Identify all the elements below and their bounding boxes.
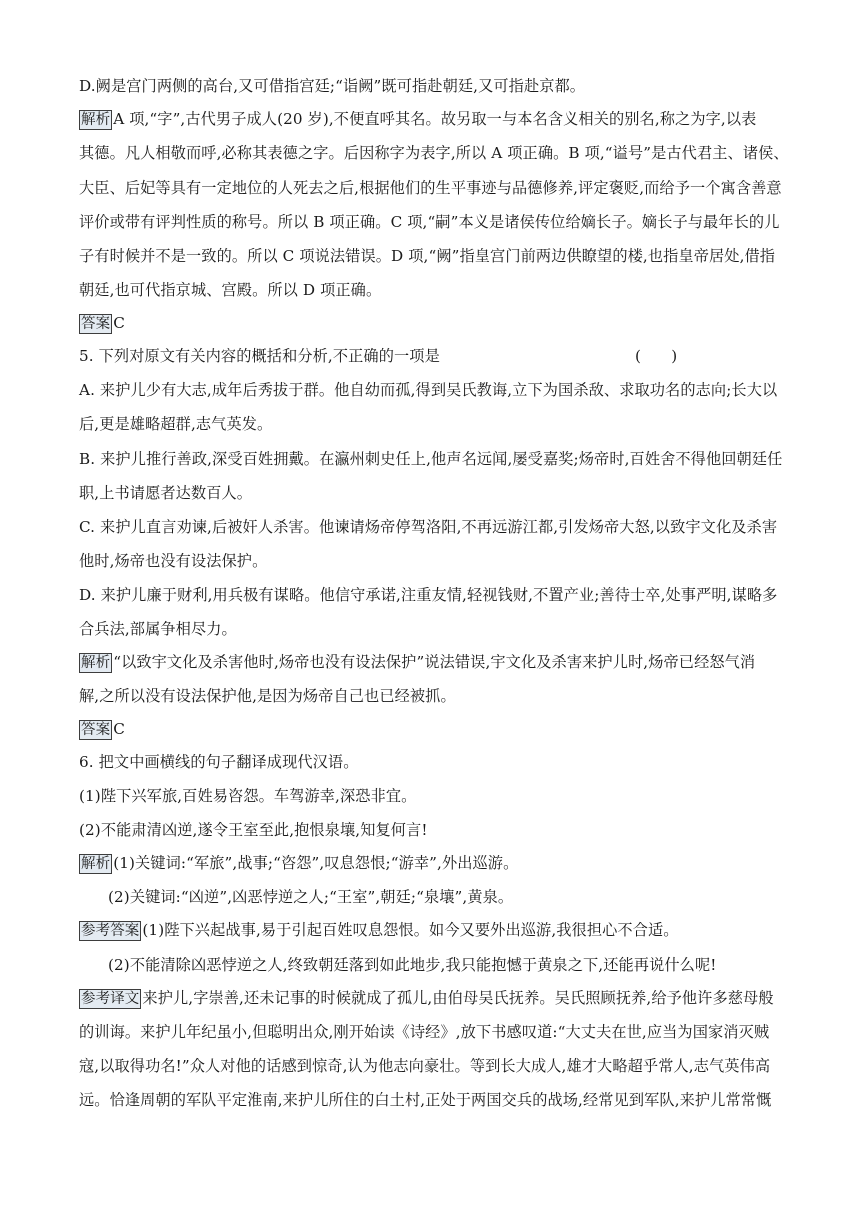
- q5-option-line: 合兵法,部属争相尽力。: [79, 620, 237, 638]
- q6-sentence-1: (1)陛下兴军旅,百姓易咨怨。车驾游幸,深恐非宜。: [79, 787, 417, 805]
- q4-analysis-line: 评价或带有评判性质的称号。所以 B 项正确。C 项,“嗣”本义是诸侯传位给嫡长子。嫡长子与最年长的儿: [79, 213, 780, 231]
- q4-analysis-line: 子有时候并不是一致的。所以 C 项说法错误。D 项,“阙”指皇宫门前两边供瞭望的楼,也指皇帝居处,借指: [79, 247, 776, 265]
- daan-tag: 答案: [81, 316, 111, 332]
- q5-analysis-line: 解析 “以致宇文化及杀害他时,炀帝也没有设法保护”说法错误,宇文化及杀害来护儿时,炀帝已经怒气消: [81, 653, 756, 671]
- q5-option-line: A. 来护儿少有大志,成年后秀拔于群。他自幼而孤,得到吴氏教诲,立下为国杀敌、求取功名的志向;长大以: [79, 381, 778, 399]
- q6-reference-answer-1: 参考答案 (1)陛下兴起战事,易于引起百姓叹息怨恨。如今又要外出巡游,我很担心不合适。: [81, 921, 679, 939]
- q5-analysis-line: 解,之所以没有设法保护他,是因为炀帝自己也已经被抓。: [79, 687, 456, 705]
- q5-answer: 答案 C: [81, 720, 125, 738]
- jiexi-tag: 解析: [81, 655, 111, 671]
- q5-option-line: B. 来护儿推行善政,深受百姓拥戴。在瀛州刺史任上,他声名远闻,屡受嘉奖;炀帝时,百姓舍不得他回朝廷任: [79, 450, 783, 468]
- q4-analysis-line: 解析 A 项,“字”,古代男子成人(20 岁),不便直呼其名。故另取一与本名含义相关的别名,称之为字,以表: [81, 110, 757, 128]
- q4-option-d: D.阙是宫门两侧的高台,又可借指宫廷;“诣阙”既可指赴朝廷,又可指赴京都。: [79, 77, 586, 95]
- q4-answer: 答案 C: [81, 314, 125, 332]
- jiexi-tag: 解析: [81, 112, 111, 128]
- daan-tag: 答案: [81, 722, 111, 738]
- q5-option-line: D. 来护儿廉于财利,用兵极有谋略。他信守承诺,注重友情,轻视钱财,不置产业;善待士卒,处事严明,谋略多: [79, 586, 778, 604]
- q5-answer-paren: ( ): [635, 347, 678, 365]
- reference-translation-line: 远。恰逢周朝的军队平定淮南,来护儿所住的白土村,正处于两国交兵的战场,经常见到军队,来护儿常常慨: [79, 1091, 772, 1109]
- reference-translation-line: 寇,以取得功名!”众人对他的话感到惊奇,认为他志向豪壮。等到长大成人,雄才大略超乎常人,志气英伟高: [79, 1057, 771, 1075]
- jiexi-tag: 解析: [81, 856, 111, 872]
- q5-option-line: 后,更是雄略超群,志气英发。: [79, 415, 273, 433]
- q6-stem: 6. 把文中画横线的句子翻译成现代汉语。: [79, 753, 359, 771]
- reference-answer-tag: 参考答案: [81, 923, 140, 939]
- q5-option-line: 他时,炀帝也没有设法保护。: [79, 552, 268, 570]
- q4-analysis-line: 朝廷,也可代指京城、宫殿。所以 D 项正确。: [79, 281, 382, 299]
- q4-analysis-line: 其德。凡人相敬而呼,必称其表德之字。后因称字为表字,所以 A 项正确。B 项,“谥号”是古代君主、诸侯、: [79, 144, 789, 162]
- q5-stem: 5. 下列对原文有关内容的概括和分析,不正确的一项是: [79, 347, 440, 365]
- q6-sentence-2: (2)不能肃清凶逆,遂令王室至此,抱恨泉壤,知复何言!: [79, 821, 428, 839]
- q6-analysis-1: 解析 (1)关键词:“军旅”,战事;“咨怨”,叹息怨恨;“游幸”,外出巡游。: [81, 854, 519, 872]
- reference-translation-line: 参考译文 来护儿,字崇善,还未记事的时候就成了孤儿,由伯母吴氏抚养。吴氏照顾抚养,给予他许多慈母般: [81, 989, 774, 1007]
- reference-translation-tag: 参考译文: [81, 991, 140, 1007]
- q6-reference-answer-2: (2)不能清除凶恶悖逆之人,终致朝廷落到如此地步,我只能抱憾于黄泉之下,还能再说什么呢!: [108, 956, 717, 974]
- reference-translation-line: 的训诲。来护儿年纪虽小,但聪明出众,刚开始读《诗经》,放下书感叹道:“大丈夫在世,应当为国家消灭贼: [79, 1023, 770, 1041]
- q4-analysis-line: 大臣、后妃等具有一定地位的人死去之后,根据他们的生平事迹与品德修养,评定褒贬,而给予一个寓含善意: [79, 179, 782, 197]
- q5-option-line: 职,上书请愿者达数百人。: [79, 484, 253, 502]
- q6-analysis-2: (2)关键词:“凶逆”,凶恶悖逆之人;“王室”,朝廷;“泉壤”,黄泉。: [108, 888, 514, 906]
- q5-option-line: C. 来护儿直言劝谏,后被奸人杀害。他谏请炀帝停驾洛阳,不再远游江都,引发炀帝大怒,以致宇文化及杀害: [79, 518, 778, 536]
